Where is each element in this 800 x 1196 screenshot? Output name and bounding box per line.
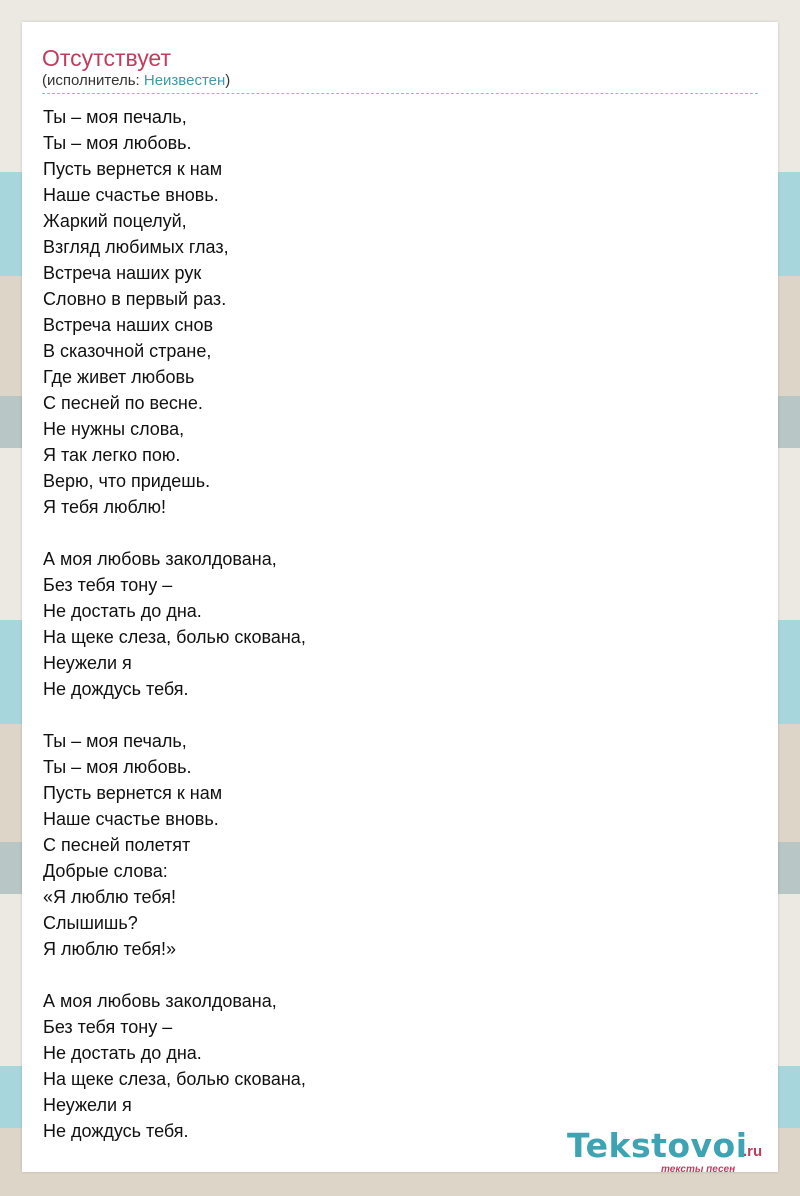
lyrics-line: Словно в первый раз. <box>43 289 227 309</box>
lyrics-line: А моя любовь заколдована, <box>43 549 277 569</box>
lyrics-line: Не достать до дна. <box>43 1043 202 1063</box>
artist-link[interactable]: Неизвестен <box>143 72 226 89</box>
lyrics-line: Ты – моя любовь. <box>43 133 192 153</box>
lyrics-line: Наше счастье вновь. <box>43 809 219 829</box>
lyrics-line: Ты – моя любовь. <box>43 757 192 777</box>
lyrics-line: Слышишь? <box>43 913 138 933</box>
lyrics-line: Наше счастье вновь. <box>43 185 219 205</box>
lyrics-line: Я тебя люблю! <box>43 497 167 517</box>
lyrics-line: Добрые слова: <box>43 861 168 881</box>
lyrics-card <box>22 22 778 1175</box>
lyrics-line: Не дождусь тебя. <box>43 1121 189 1141</box>
lyrics-line: Ты – моя печаль, <box>43 731 187 751</box>
logo-name: Tekstovoi <box>567 1126 748 1165</box>
lyrics-line: Верю, что придешь. <box>43 471 211 491</box>
lyrics-line: Я так легко пою. <box>43 445 181 465</box>
lyrics-line: Где живет любовь <box>43 367 195 387</box>
lyrics-line: Пусть вернется к нам <box>43 783 223 803</box>
lyrics-stanza <box>43 728 743 962</box>
lyrics-line: Без тебя тону – <box>43 1017 173 1037</box>
lyrics-line: Встреча наших рук <box>43 263 202 283</box>
lyrics-line: В сказочной стране, <box>43 341 212 361</box>
lyrics-line: Ты – моя печаль, <box>43 107 187 127</box>
lyrics-line: С песней полетят <box>43 835 191 855</box>
lyrics-stanza <box>43 104 743 520</box>
lyrics-line: Я люблю тебя!» <box>43 939 177 959</box>
lyrics-line: С песней по весне. <box>43 393 203 413</box>
lyrics-line: Жаркий поцелуй, <box>43 211 187 231</box>
lyrics-line: Неужели я <box>43 1095 132 1115</box>
lyrics-text <box>43 104 743 1170</box>
lyrics-stanza <box>43 546 743 702</box>
logo-tld: .ru <box>743 1143 763 1160</box>
lyrics-line: Не дождусь тебя. <box>43 679 189 699</box>
artist-line <box>42 72 230 89</box>
lyrics-line: Без тебя тону – <box>43 575 173 595</box>
lyrics-line: Встреча наших снов <box>43 315 214 335</box>
site-logo[interactable] <box>567 1126 777 1175</box>
lyrics-line: Пусть вернется к нам <box>43 159 223 179</box>
lyrics-line: Не достать до дна. <box>43 601 202 621</box>
song-title: Отсутствует <box>42 45 171 71</box>
lyrics-line: А моя любовь заколдована, <box>43 991 277 1011</box>
artist-prefix: (исполнитель: <box>42 72 144 89</box>
lyrics-line: Не нужны слова, <box>43 419 185 439</box>
logo-tagline: тексты песен <box>661 1164 736 1175</box>
lyrics-line: На щеке слеза, болью скована, <box>43 627 306 647</box>
lyrics-line: «Я люблю тебя! <box>43 887 177 907</box>
lyrics-stanza <box>43 988 743 1144</box>
lyrics-line: Взгляд любимых глаз, <box>43 237 229 257</box>
lyrics-line: Неужели я <box>43 653 132 673</box>
title-divider <box>42 93 758 94</box>
lyrics-line: На щеке слеза, болью скована, <box>43 1069 306 1089</box>
artist-suffix: ) <box>225 72 231 89</box>
